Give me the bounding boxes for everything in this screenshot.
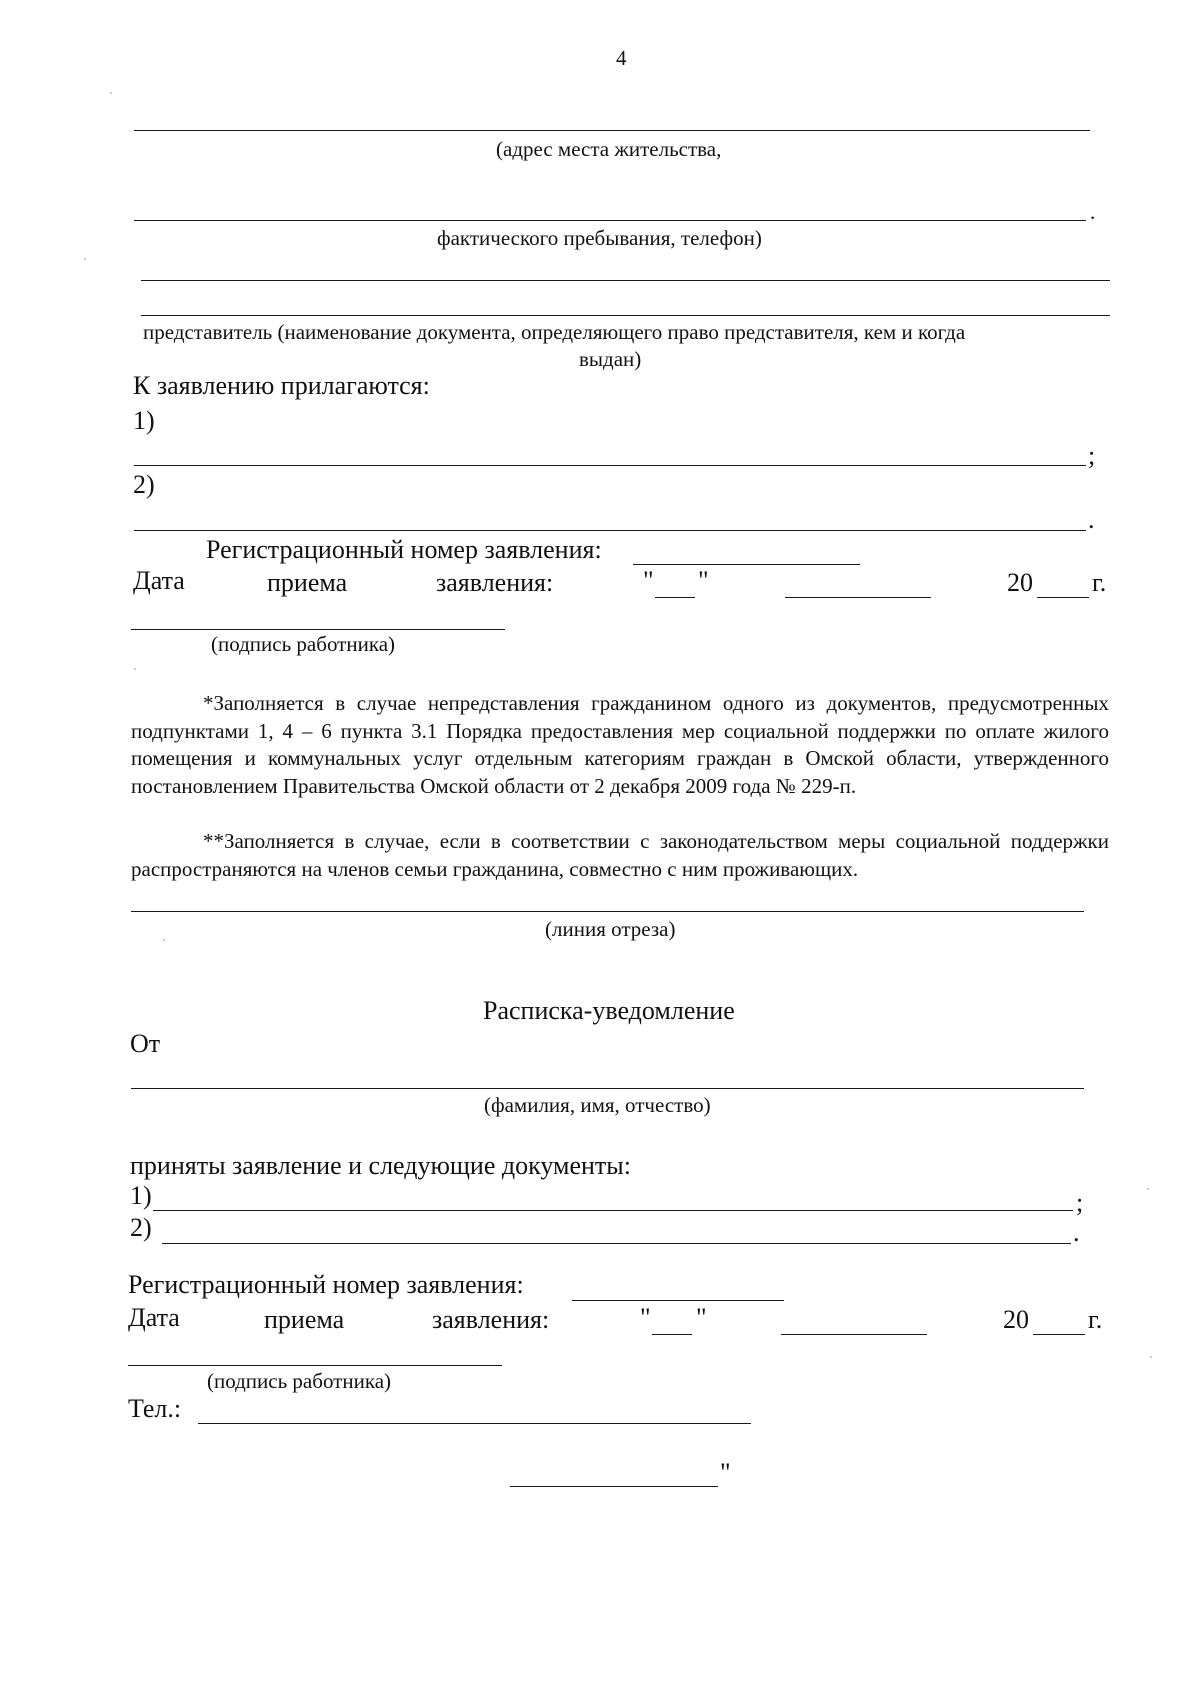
closing-quote: " bbox=[720, 1458, 731, 1487]
receipt-fio-field-line[interactable] bbox=[131, 1088, 1084, 1089]
receipt-signature-field-line[interactable] bbox=[128, 1365, 502, 1366]
receipt-title: Расписка-уведомление bbox=[483, 996, 735, 1025]
date-day-quote-open: " bbox=[643, 566, 654, 595]
attachments-title: К заявлению прилагаются: bbox=[133, 371, 430, 400]
scan-speck bbox=[134, 668, 136, 670]
receipt-phone-field[interactable] bbox=[198, 1423, 751, 1424]
receipt-item-1-line[interactable] bbox=[153, 1210, 1073, 1211]
receipt-date-year-prefix: 20 bbox=[1003, 1305, 1029, 1334]
stay-field-line[interactable] bbox=[134, 220, 1086, 221]
receipt-item-2-end: . bbox=[1073, 1218, 1080, 1247]
scan-speck bbox=[1150, 1356, 1152, 1358]
attachment-item-2-line[interactable] bbox=[134, 530, 1086, 531]
signature-field-line[interactable] bbox=[131, 629, 505, 630]
footnote-2: **Заполняется в случае, если в соответствии с законодательством меры социальной поддержки распространяются на членов семьи гражданина, совместно с ним проживающих. bbox=[131, 829, 1109, 881]
receipt-item-1-end: ; bbox=[1076, 1188, 1084, 1217]
attachment-item-1-line[interactable] bbox=[134, 465, 1086, 466]
receipt-fio-caption: (фамилия, имя, отчество) bbox=[484, 1093, 711, 1117]
scan-speck bbox=[1147, 1188, 1149, 1190]
receipt-date-day-quote-open: " bbox=[640, 1303, 651, 1332]
attachment-item-1-end: ; bbox=[1088, 441, 1096, 470]
address-caption: (адрес места жительства, bbox=[496, 137, 722, 161]
date-year-prefix: 20 bbox=[1007, 568, 1033, 597]
date-day-field[interactable] bbox=[655, 597, 695, 598]
attachment-item-2-end: . bbox=[1088, 505, 1095, 534]
date-label-word2: приема bbox=[267, 568, 348, 597]
scan-speck bbox=[110, 92, 112, 94]
date-label-word1: Дата bbox=[133, 566, 185, 595]
receipt-date-day-quote-close: " bbox=[696, 1303, 707, 1332]
receipt-from-label: От bbox=[130, 1029, 161, 1058]
receipt-date-month-field[interactable] bbox=[781, 1334, 927, 1335]
receipt-date-label-word3: заявления: bbox=[432, 1305, 550, 1334]
receipt-registration-number-label: Регистрационный номер заявления: bbox=[128, 1270, 524, 1299]
receipt-date-year-suffix: г. bbox=[1088, 1305, 1103, 1334]
cut-line-caption: (линия отреза) bbox=[545, 917, 676, 941]
receipt-registration-number-field[interactable] bbox=[572, 1300, 784, 1301]
date-month-field[interactable] bbox=[785, 597, 931, 598]
signature-caption: (подпись работника) bbox=[211, 632, 396, 656]
representative-field-line-1[interactable] bbox=[141, 280, 1110, 281]
receipt-accepted-text: приняты заявление и следующие документы: bbox=[130, 1151, 631, 1180]
closing-line bbox=[510, 1486, 718, 1487]
receipt-date-year-field[interactable] bbox=[1033, 1334, 1085, 1335]
stay-caption: фактического пребывания, телефон) bbox=[437, 226, 762, 250]
receipt-date-day-field[interactable] bbox=[652, 1334, 692, 1335]
receipt-item-2-label: 2) bbox=[130, 1213, 152, 1242]
footnote-1: *Заполняется в случае непредставления гражданином одного из документов, предусмотренных подпунктами 1, 4 – 6 пункта 3.1 Порядка предоставления мер социальной поддержки по оплате жилого помещения и коммунальных услуг отдельным категориям граждан в Омской области, утвержденного постановлением Правительства Омской области от 2 декабря 2009 года № 229-п. bbox=[131, 691, 1109, 798]
receipt-signature-caption: (подпись работника) bbox=[207, 1369, 392, 1393]
representative-field-line-2[interactable] bbox=[141, 315, 1110, 316]
attachment-item-2-label: 2) bbox=[133, 470, 155, 499]
scan-speck bbox=[84, 258, 86, 260]
attachment-item-1-label: 1) bbox=[133, 406, 155, 435]
cut-line bbox=[131, 911, 1084, 912]
stay-line-end: . bbox=[1090, 200, 1096, 224]
registration-number-field[interactable] bbox=[633, 564, 860, 565]
date-day-quote-close: " bbox=[698, 566, 709, 595]
representative-caption-line1: представитель (наименование документа, определяющего право представителя, кем и когда bbox=[143, 320, 966, 344]
receipt-item-2-line[interactable] bbox=[162, 1243, 1071, 1244]
address-field-line[interactable] bbox=[134, 130, 1090, 131]
registration-number-label: Регистрационный номер заявления: bbox=[206, 535, 602, 564]
receipt-item-1-label: 1) bbox=[130, 1181, 152, 1210]
receipt-phone-label: Тел.: bbox=[128, 1394, 182, 1423]
page-number: 4 bbox=[616, 46, 627, 70]
date-year-suffix: г. bbox=[1092, 568, 1107, 597]
date-year-field[interactable] bbox=[1037, 597, 1089, 598]
scan-speck bbox=[163, 939, 165, 941]
receipt-date-label-word2: приема bbox=[264, 1305, 345, 1334]
representative-caption-line2: выдан) bbox=[579, 347, 642, 371]
date-label-word3: заявления: bbox=[436, 568, 554, 597]
receipt-date-label-word1: Дата bbox=[128, 1303, 180, 1332]
